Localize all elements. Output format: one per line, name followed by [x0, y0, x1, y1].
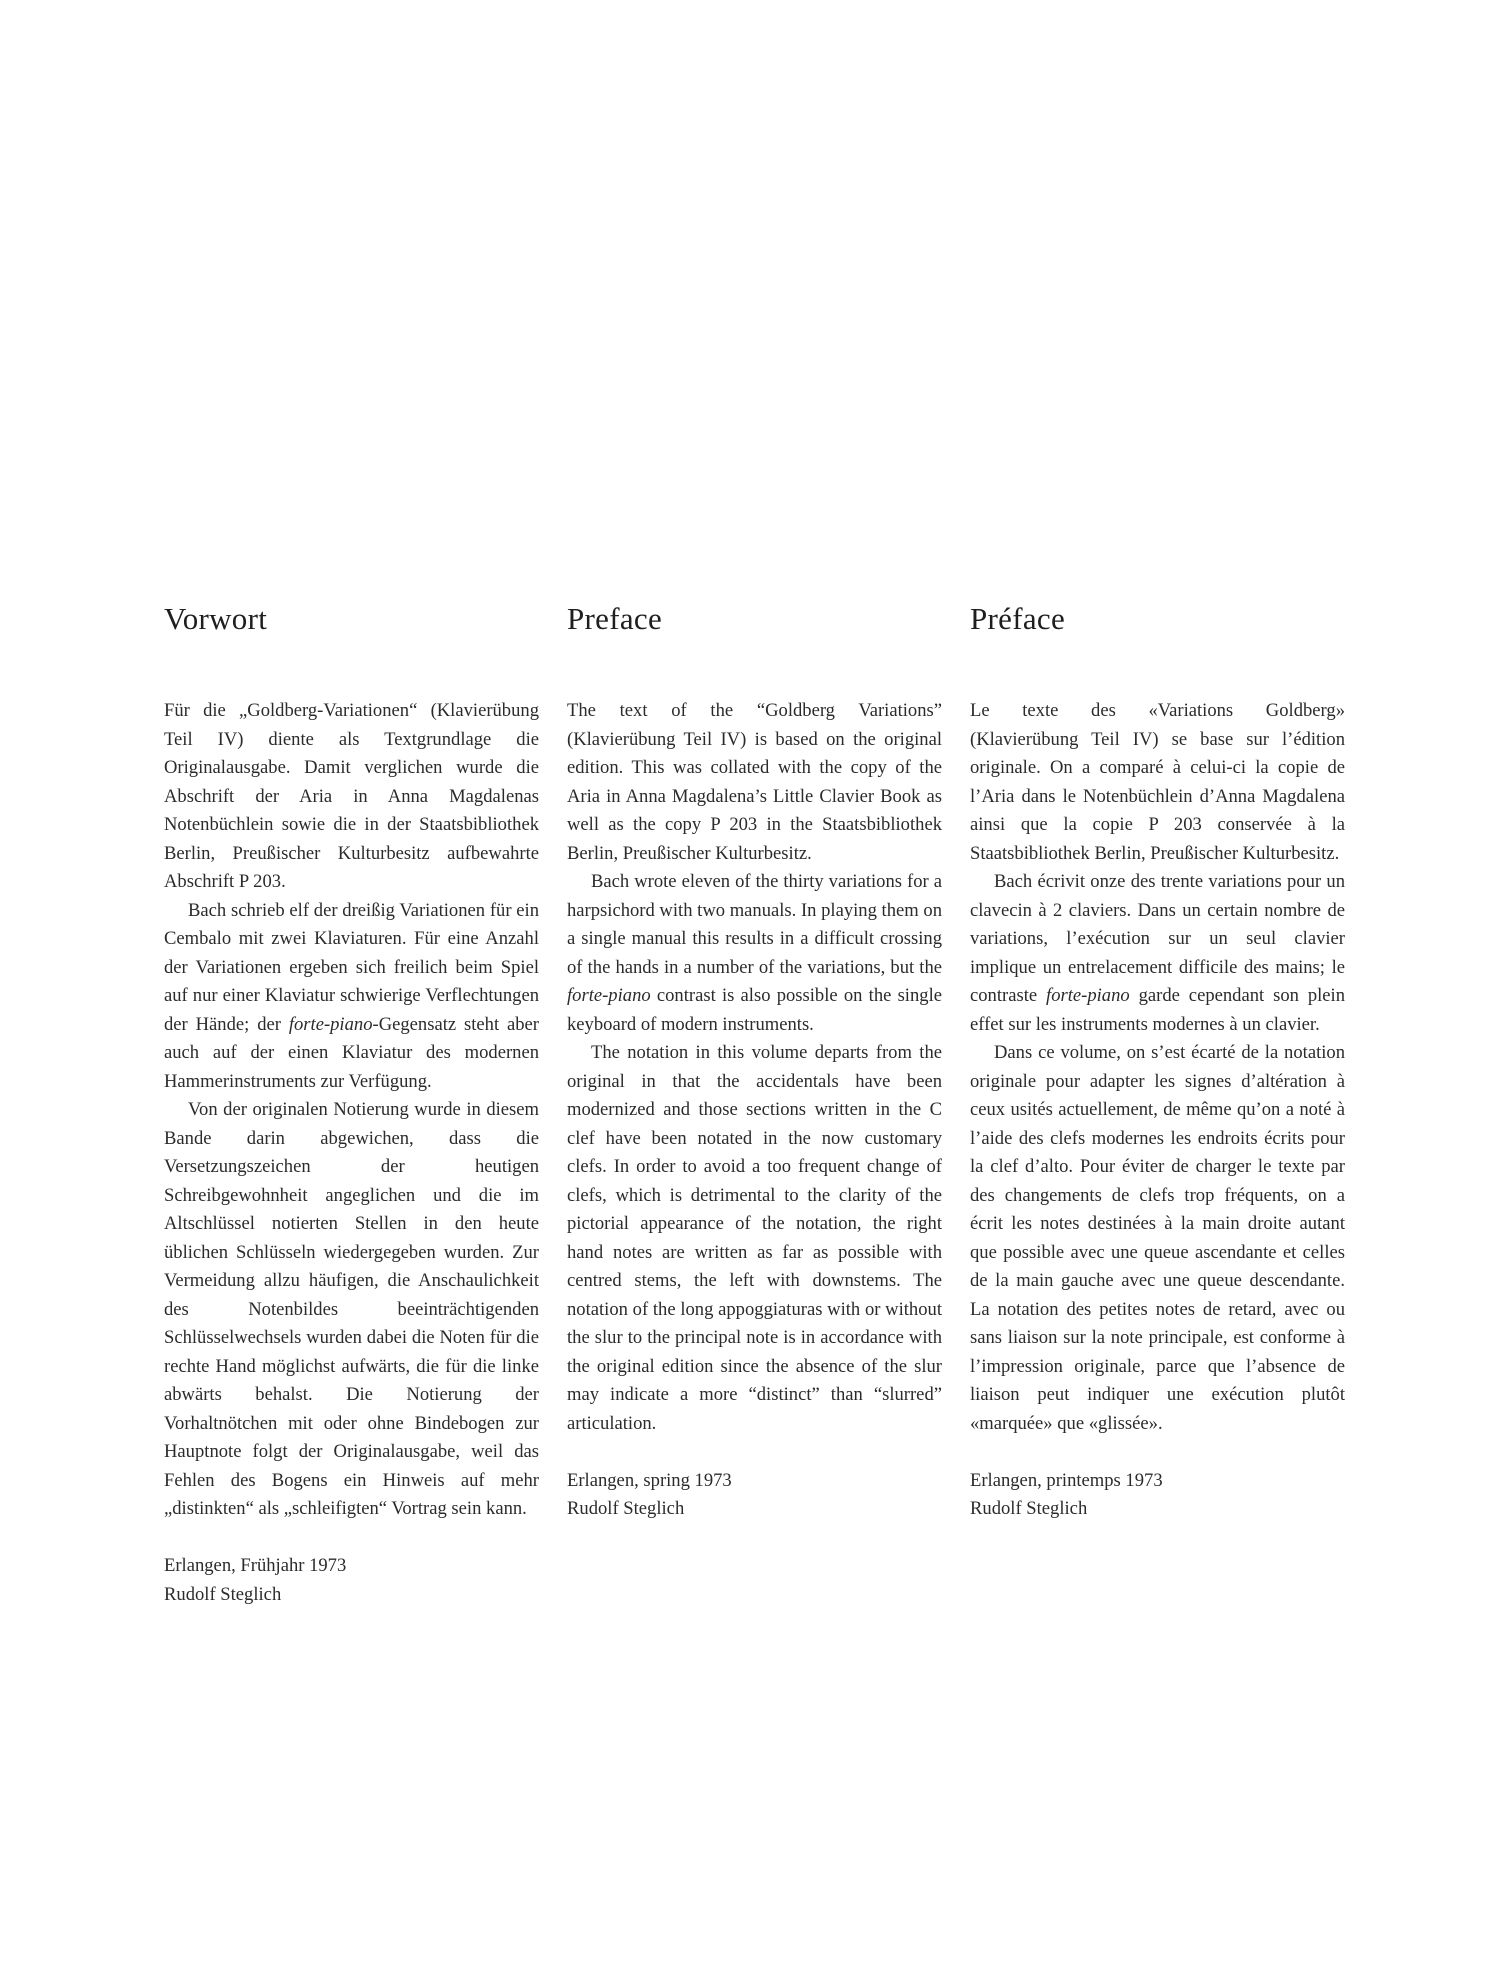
paragraph-2-english-part-2: contrast is also possible on the single keyboard of modern instruments. [567, 985, 942, 1035]
paragraph-1-english: The text of the “Goldberg Variations” (Klavierübung Teil IV) is based on the original edition. This was collated with the copy of the Aria in Anna Magdalena’s Little Clavier Book as well as the copy P 203 in the Staatsbibliothek Berlin, Preußischer Kulturbesitz. [567, 700, 942, 864]
paragraph-2-french-part-1: Bach écrivit onze des trente variations pour un clavecin à 2 claviers. Dans un certain nombre de variations, l’exécution sur un seul clavier implique un entrelacement difficile des mains; le contraste [970, 871, 1345, 1006]
place-date-german: Erlangen, Frühjahr 1973 [164, 1555, 347, 1576]
paragraph-1-german: Für die „Goldberg-Variationen“ (Klavierübung Teil IV) diente als Textgrundlage die Originalausgabe. Damit verglichen wurde die Abschrift der Aria in Anna Magdalenas Notenbüchlein sowie die in der Staatsbibliothek Berlin, Preußischer Kulturbesitz aufbewahrte Abschrift P 203. [164, 700, 539, 892]
paragraph-3-german: Von der originalen Notierung wurde in diesem Bande darin abgewichen, dass die Versetzungszeichen der heutigen Schreibgewohnheit angeglichen und die im Altschlüssel notierten Stellen in den heute üblichen Schlüsseln wiedergegeben wurden. Zur Vermeidung allzu häufigen, die Anschaulichkeit des Notenbildes beeinträchtigenden Schlüsselwechsels wurden dabei die Noten für die rechte Hand möglichst aufwärts, die für die linke abwärts behalst. Die Notierung der Vorhaltnötchen mit oder ohne Bindebogen zur Hauptnote folgt der Originalausgabe, weil das Fehlen des Bogens ein Hinweis auf mehr „distinkten“ als „schleifigten“ Vortrag sein kann. [164, 1099, 539, 1519]
column-german [164, 600, 539, 1609]
paragraph-3-english: The notation in this volume departs from the original in that the accidentals have been modernized and those sections written in the C clef have been notated in the now customary clefs. In order to avoid a too frequent change of clefs, which is detrimental to the clarity of the pictorial appearance of the notation, the right hand notes are written as far as possible with centred stems, the left with downstems. The notation of the long appoggiaturas with or without the slur to the principal note is in accordance with the original edition since the absence of the slur may indicate a more “distinct” than “slurred” articulation. [567, 1042, 942, 1434]
paragraph-2-french-part-2: garde cependant son plein effet sur les instruments modernes à un clavier. [970, 985, 1345, 1035]
signature-french [970, 1467, 1345, 1524]
paragraph-2-german [164, 897, 539, 1097]
paragraph-2-german-emphasis: forte-piano [288, 1013, 373, 1035]
paragraph-2-german-part-2: -Gegensatz steht aber auch auf der einen Klaviatur des modernen Hammerinstruments zur Verfügung. [164, 1013, 539, 1092]
heading-german: Vorwort [164, 601, 268, 636]
heading-french: Préface [970, 601, 1066, 636]
paragraph-2-french [970, 868, 1345, 1039]
paragraph-2-english-part-1: Bach wrote eleven of the thirty variations for a harpsichord with two manuals. In playing them on a single manual this results in a difficult crossing of the hands in a number of the variations, but the [567, 871, 942, 978]
signature-german [164, 1552, 539, 1609]
paragraph-2-german-part-1: Bach schrieb elf der dreißig Variationen für ein Cembalo mit zwei Klaviaturen. Für eine Anzahl der Variationen ergeben sich freilich beim Spiel auf nur einer Klaviatur schwierige Verflechtungen der Hände; der [164, 899, 539, 1035]
place-date-french: Erlangen, printemps 1973 [970, 1469, 1163, 1491]
signature-english [567, 1467, 942, 1524]
place-date-english: Erlangen, spring 1973 [567, 1469, 732, 1491]
paragraph-2-french-emphasis: forte-piano [1046, 985, 1130, 1006]
column-french [970, 600, 1345, 1524]
paragraph-2-english-emphasis: forte-piano [567, 985, 651, 1006]
heading-english: Preface [567, 601, 663, 636]
paragraph-2-english [567, 868, 942, 1039]
paragraph-3-french: Dans ce volume, on s’est écarté de la notation originale pour adapter les signes d’altération à ceux usités actuellement, de même qu’on a noté à l’aide des clefs modernes les endroits écrits pour la clef d’alto. Pour éviter de charger le texte par des changements de clefs trop fréquents, on a écrit les notes destinées à la main droite autant que possible avec une queue ascendante et celles de la main gauche avec une queue descendante. La notation des petites notes de retard, avec ou sans liaison sur la note principale, est conforme à l’impression originale, parce que l’absence de liaison peut indiquer une exécution plutôt «marquée» que «glissée». [970, 1042, 1345, 1434]
author-german: Rudolf Steglich [164, 1583, 282, 1605]
author-french: Rudolf Steglich [970, 1498, 1088, 1519]
column-english [567, 600, 942, 1524]
paragraph-1-french: Le texte des «Variations Goldberg» (Klavierübung Teil IV) se base sur l’édition originale. On a comparé à celui-ci la copie de l’Aria dans le Notenbüchlein d’Anna Magdalena ainsi que la copie P 203 conservée à la Staatsbibliothek Berlin, Preußischer Kulturbesitz. [970, 700, 1345, 864]
author-english: Rudolf Steglich [567, 1498, 685, 1519]
